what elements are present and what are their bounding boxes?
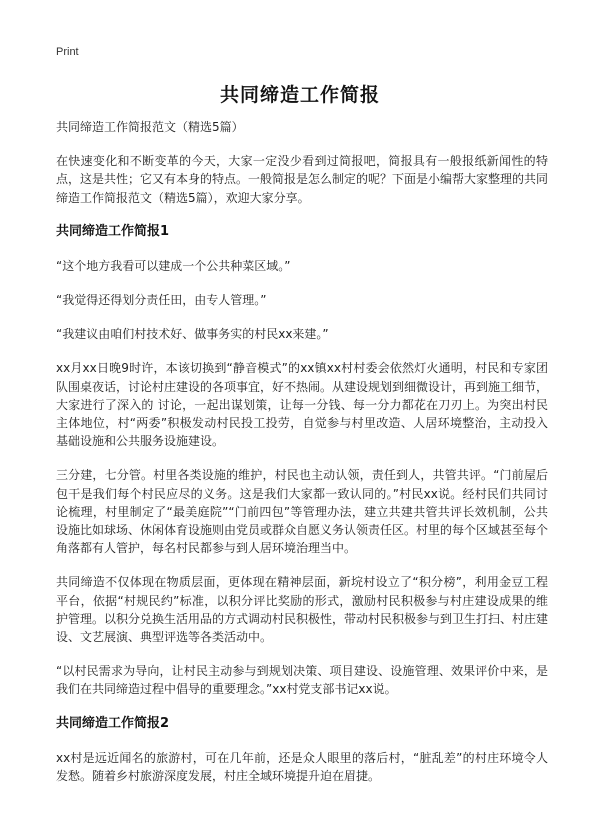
paragraph: xx月xx日晚9时许，本该切换到“静音模式”的xx镇xx村村委会依然灯火通明，村民和专家团队围桌夜话，讨论村庄建设的各项事宜，好不热闹。从建设规划到细微设计，再到施工细节，大家进行了深入的 讨论，一起出谋划策，让每一分钱、每一分力都花在刀刃上。为突出村民主体地位，村“两委”积极发动村民投工投劳，自觉参与村里改造、人居环境整治，主动投入基础设施和公共服务设施建设。 <box>56 361 549 449</box>
paragraph: xx村是远近闻名的旅游村，可在几年前，还是众人眼里的落后村，“脏乱差”的村庄环境令人发愁。随着乡村旅游深度发展，村庄全域环境提升迫在眉捷。 <box>56 750 548 783</box>
paragraph: “我觉得还得划分责任田，由专人管理。” <box>56 293 267 308</box>
section-heading-2: 共同缔造工作简报2 <box>56 715 170 731</box>
intro-paragraph: 在快速变化和不断变革的今天，大家一定没少看到过简报吧，简报具有一般报纸新闻性的特点，这是共性；它又有本身的特点。一般简报是怎么制定的呢？下面是小编帮大家整理的共同缔造工作简报范文（精选5篇），欢迎大家分享。 <box>56 154 549 205</box>
paragraph: “以村民需求为导向，让村民主动参与到规划决策、项目建设、设施管理、效果评价中来，是我们在共同缔造过程中倡导的重要理念。”xx村党支部书记xx说。 <box>56 664 548 697</box>
document-body <box>56 118 548 801</box>
paragraph: 三分建，七分管。村里各类设施的维护，村民也主动认领，责任到人，共管共评。“门前屋后包干是我们每个村民应尽的义务。这是我们大家都一致认同的。”村民xx说。经村民们共同讨论梳理，村里制定了“最美庭院”“门前四包”等管理办法，建立共建共管共评长效机制，公共设施比如球场、休闲体育设施则由党员或群众自愿义务认领责任区。村里的每个区域甚至每个角落都有人管护，每名村民都参与到人居环境治理当中。 <box>56 468 549 556</box>
document-title: 共同缔造工作简报 <box>219 84 380 106</box>
paragraph: “这个地方我看可以建成一个公共种菜区域。” <box>56 258 291 273</box>
section-heading-1: 共同缔造工作简报1 <box>56 223 170 239</box>
paragraph: “我建议由咱们村技术好、做事务实的村民xx来建。” <box>56 327 329 342</box>
document-subtitle: 共同缔造工作简报范文（精选5篇） <box>56 120 244 134</box>
paragraph: 共同缔造不仅体现在物质层面，更体现在精神层面，新垸村设立了“积分榜”，利用金豆工程平台，依据“村规民约”标准，以积分评比奖励的形式，激励村民积极参与村庄建设成果的维护管理。以积分兑换生活用品的方式调动村民积极性，带动村民积极参与到卫生打扫、村庄建设、文艺展演、典型评选等各类活动中。 <box>56 575 549 645</box>
print-label: Print <box>56 46 79 58</box>
